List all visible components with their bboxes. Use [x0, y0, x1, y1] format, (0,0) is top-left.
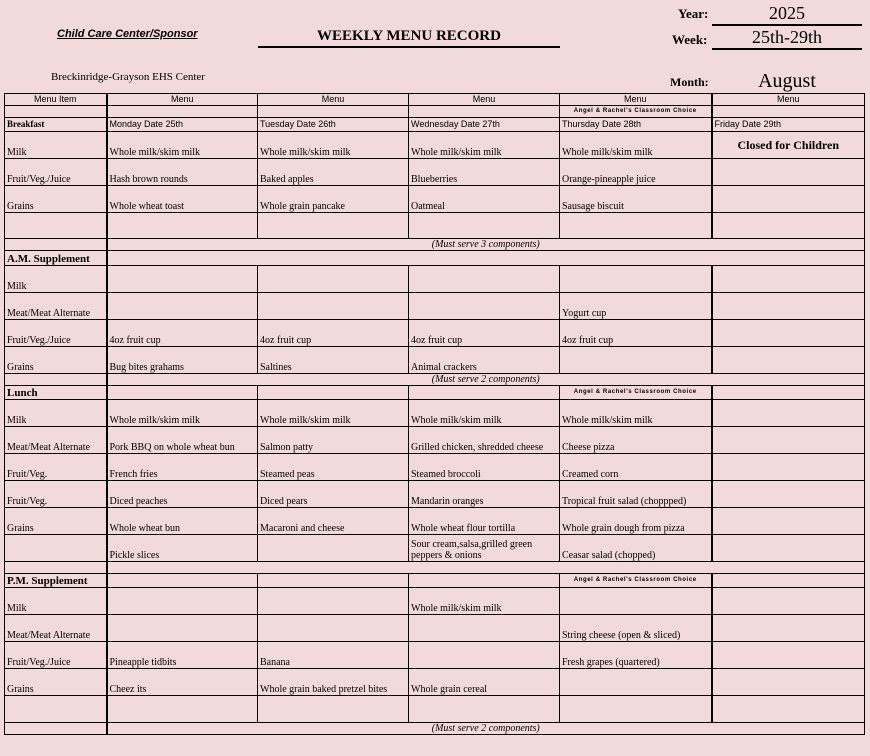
menu-cell: Grilled chicken, shredded cheese — [409, 427, 560, 454]
menu-cell: Whole milk/skim milk — [107, 132, 258, 159]
table-row — [5, 186, 865, 213]
menu-cell: Whole wheat flour tortilla — [409, 508, 560, 535]
menu-cell: Tropical fruit salad (choppped) — [560, 481, 712, 508]
menu-cell: Yogurt cup — [560, 293, 712, 320]
menu-cell: Whole milk/skim milk — [560, 132, 712, 159]
menu-cell: Whole wheat toast — [107, 186, 258, 213]
month-value: August — [758, 70, 816, 92]
menu-cell: 4oz fruit cup — [258, 320, 409, 347]
table-row — [5, 347, 865, 374]
menu-item-label: Grains — [5, 347, 107, 374]
table-row — [5, 696, 865, 723]
table-row — [5, 615, 865, 642]
menu-table — [4, 93, 865, 735]
year-value: 2025 — [712, 3, 862, 26]
lunch-section-title: Lunch — [5, 386, 107, 400]
table-row — [5, 320, 865, 347]
column-header-thursday: Menu — [560, 94, 712, 106]
note-row — [5, 239, 865, 251]
menu-item-label: Meat/Meat Alternate — [5, 615, 107, 642]
spacer-row — [5, 562, 865, 574]
menu-item-label: Milk — [5, 588, 107, 615]
day-tuesday: Tuesday Date 26th — [258, 118, 409, 132]
menu-cell: Ceasar salad (chopped) — [560, 535, 712, 562]
menu-cell: Blueberries — [409, 159, 560, 186]
menu-item-label: Fruit/Veg. — [5, 454, 107, 481]
table-row — [5, 535, 865, 562]
table-row — [5, 159, 865, 186]
menu-cell: Salmon patty — [258, 427, 409, 454]
menu-item-label: Grains — [5, 669, 107, 696]
day-wednesday: Wednesday Date 27th — [409, 118, 560, 132]
menu-cell: Diced pears — [258, 481, 409, 508]
week-label: Week: — [672, 32, 708, 47]
menu-cell: Banana — [258, 642, 409, 669]
menu-cell: Whole milk/skim milk — [409, 588, 560, 615]
breakfast-day-row — [5, 118, 865, 132]
menu-cell: String cheese (open & sliced) — [560, 615, 712, 642]
menu-cell: Whole milk/skim milk — [258, 132, 409, 159]
menu-cell: Whole grain cereal — [409, 669, 560, 696]
menu-cell: Fresh grapes (quartered) — [560, 642, 712, 669]
table-row — [5, 266, 865, 293]
menu-cell: Baked apples — [258, 159, 409, 186]
menu-cell: French fries — [107, 454, 258, 481]
menu-item-label: Fruit/Veg./Juice — [5, 642, 107, 669]
menu-cell: Diced peaches — [107, 481, 258, 508]
table-row — [5, 454, 865, 481]
menu-item-label: Grains — [5, 508, 107, 535]
menu-cell: Creamed corn — [560, 454, 712, 481]
menu-cell: Cheese pizza — [560, 427, 712, 454]
classroom-choice-label: Angel & Rachel's Classroom Choice — [560, 106, 712, 118]
note-row — [5, 723, 865, 735]
column-header-tuesday: Menu — [258, 94, 409, 106]
table-row — [5, 293, 865, 320]
menu-cell: Orange-pineapple juice — [560, 159, 712, 186]
table-row — [5, 642, 865, 669]
menu-item-label: Meat/Meat Alternate — [5, 293, 107, 320]
am-component-note: (Must serve 2 components) — [107, 374, 865, 386]
column-header-menu-item: Menu Item — [5, 94, 107, 106]
menu-item-label: Meat/Meat Alternate — [5, 427, 107, 454]
day-monday: Monday Date 25th — [107, 118, 258, 132]
table-row — [5, 588, 865, 615]
menu-item-label: Grains — [5, 186, 107, 213]
menu-cell: Whole milk/skim milk — [409, 400, 560, 427]
am-title-row — [5, 251, 865, 266]
menu-cell: Whole milk/skim milk — [409, 132, 560, 159]
table-row — [5, 427, 865, 454]
menu-item-label: Fruit/Veg. — [5, 481, 107, 508]
menu-cell: 4oz fruit cup — [560, 320, 712, 347]
breakfast-section-title: Breakfast — [5, 118, 107, 132]
column-header-friday: Menu — [712, 94, 865, 106]
pm-section-title: P.M. Supplement — [5, 574, 107, 588]
am-section-title: A.M. Supplement — [5, 251, 107, 266]
classroom-choice-label: Angel & Rachel's Classroom Choice — [560, 574, 712, 588]
menu-cell: 4oz fruit cup — [409, 320, 560, 347]
pm-component-note: (Must serve 2 components) — [107, 723, 865, 735]
menu-cell: Pork BBQ on whole wheat bun — [107, 427, 258, 454]
note-row — [5, 374, 865, 386]
table-row — [5, 508, 865, 535]
menu-cell: Pineapple tidbits — [107, 642, 258, 669]
center-name: Breckinridge-Grayson EHS Center — [51, 71, 205, 83]
menu-cell: 4oz fruit cup — [107, 320, 258, 347]
menu-cell: Whole grain pancake — [258, 186, 409, 213]
day-friday: Friday Date 29th — [712, 118, 865, 132]
menu-item-label: Fruit/Veg./Juice — [5, 320, 107, 347]
menu-cell: Steamed peas — [258, 454, 409, 481]
menu-item-label: Milk — [5, 132, 107, 159]
menu-cell: Sour cream,salsa,grilled green peppers & onions — [409, 535, 560, 562]
menu-item-label: Milk — [5, 266, 107, 293]
menu-item-label: Fruit/Veg./Juice — [5, 159, 107, 186]
menu-cell: Cheez its — [107, 669, 258, 696]
table-row — [5, 481, 865, 508]
menu-cell: Sausage biscuit — [560, 186, 712, 213]
menu-cell: Whole wheat bun — [107, 508, 258, 535]
menu-cell: Animal crackers — [409, 347, 560, 374]
table-header-row — [5, 94, 865, 106]
classroom-choice-label: Angel & Rachel's Classroom Choice — [560, 386, 712, 400]
menu-cell: Macaroni and cheese — [258, 508, 409, 535]
menu-cell: Saltines — [258, 347, 409, 374]
month-label: Month: — [670, 75, 709, 89]
menu-cell: Mandarin oranges — [409, 481, 560, 508]
column-header-monday: Menu — [107, 94, 258, 106]
day-thursday: Thursday Date 28th — [560, 118, 712, 132]
year-label: Year: — [678, 6, 709, 21]
breakfast-choice-row — [5, 106, 865, 118]
column-header-wednesday: Menu — [409, 94, 560, 106]
menu-cell: Pickle slices — [107, 535, 258, 562]
menu-cell: Whole milk/skim milk — [258, 400, 409, 427]
lunch-title-row — [5, 386, 865, 400]
menu-cell: Hash brown rounds — [107, 159, 258, 186]
table-row — [5, 669, 865, 696]
menu-cell: Whole grain dough from pizza — [560, 508, 712, 535]
menu-cell: Bug bites grahams — [107, 347, 258, 374]
page-title: WEEKLY MENU RECORD — [258, 28, 560, 48]
sponsor-label: Child Care Center/Sponsor — [57, 28, 198, 40]
menu-cell: Whole milk/skim milk — [560, 400, 712, 427]
table-row — [5, 132, 865, 159]
menu-cell: Whole grain baked pretzel bites — [258, 669, 409, 696]
pm-title-row — [5, 574, 865, 588]
week-value: 25th-29th — [712, 27, 862, 50]
menu-cell: Whole milk/skim milk — [107, 400, 258, 427]
table-row — [5, 400, 865, 427]
menu-item-label: Milk — [5, 400, 107, 427]
menu-cell: Steamed broccoli — [409, 454, 560, 481]
closed-for-children: Closed for Children — [712, 132, 865, 159]
table-row — [5, 213, 865, 239]
breakfast-component-note: (Must serve 3 components) — [107, 239, 865, 251]
menu-cell: Oatmeal — [409, 186, 560, 213]
